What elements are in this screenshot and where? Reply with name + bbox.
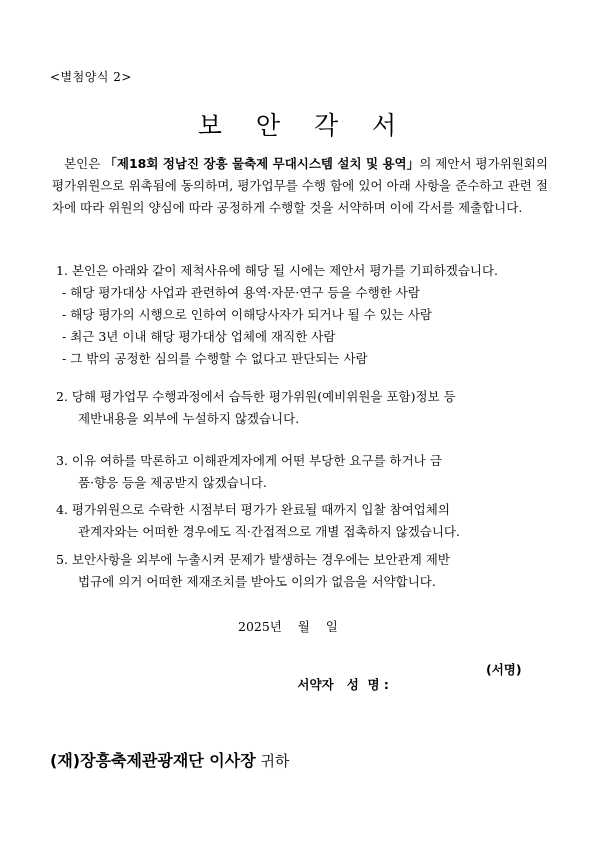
signer-name-label: 서약자 성 명 : (297, 677, 389, 692)
signature-mark: (서명) (486, 662, 522, 677)
disqualification-item: - 그 밖의 공정한 심의를 수행할 수 없다고 판단되는 사람 (62, 351, 368, 366)
pledge-item-4-line1: 4. 평가위원으로 수락한 시점부터 평가가 완료될 때까지 입찰 참여업체의 (56, 502, 450, 517)
pledge-item-5-line1: 5. 보안사항을 외부에 누출시켜 문제가 발생하는 경우에는 보안관계 제반 (56, 552, 450, 567)
addressee-honorific: 귀하 (255, 752, 290, 770)
intro-paragraph (52, 153, 548, 219)
pledge-item-2-line2: 제반내용을 외부에 누설하지 않겠습니다. (78, 411, 300, 426)
pledge-item-1 (56, 260, 546, 282)
pledge-item-3-line2: 품·향응 등을 제공받지 않겠습니다. (78, 475, 267, 490)
pledge-item-1-text: 1. 본인은 아래와 같이 제척사유에 해당 될 시에는 제안서 평가를 기피하겠습니다. (56, 263, 499, 278)
disqualification-item: - 해당 평가대상 사업과 관련하여 용역·자문·연구 등을 수행한 사람 (62, 285, 420, 300)
pledge-item-2 (56, 386, 546, 430)
project-name: 「제18회 정남진 장흥 물축제 무대시스템 설치 및 용역」 (104, 156, 420, 171)
intro-suffix: 의 제안서 평가위원회의 평가위원으로 위촉됨에 동의하며, 평가업무를 수행 함에 있어 아래 사항을 준수하고 관련 절차에 따라 위원의 양심에 따라 공정하게 수행할 것을 서약하며 이에 각서를 제출합니다. (52, 156, 549, 215)
pledge-item-3 (56, 450, 546, 494)
disqualification-list (62, 282, 546, 370)
pledge-item-2-line1: 2. 당해 평가업무 수행과정에서 습득한 평가위원(예비위원을 포함)정보 등 (56, 389, 456, 404)
attachment-label: <별첨양식 2> (50, 70, 132, 84)
disqualification-item: - 최근 3년 이내 해당 평가대상 업체에 재직한 사람 (62, 329, 336, 344)
pledge-item-4 (56, 499, 546, 543)
date-line: 2025년 월 일 (238, 619, 338, 634)
document-title: 보 안 각 서 (197, 111, 398, 140)
pledge-item-3-line1: 3. 이유 여하를 막론하고 이해관계자에게 어떤 부당한 요구를 하거나 금 (56, 453, 442, 468)
addressee-organization: (재)장흥축제관광재단 이사장 (50, 751, 256, 770)
addressee (50, 748, 289, 771)
signature-line (280, 660, 522, 723)
pledge-item-5-line2: 법규에 의거 어떠한 제재조치를 받아도 이의가 없음을 서약합니다. (78, 574, 436, 589)
intro-prefix: 본인은 (64, 156, 105, 171)
disqualification-item: - 해당 평가의 시행으로 인하여 이해당사자가 되거나 될 수 있는 사람 (62, 307, 432, 322)
pledge-item-5 (56, 549, 546, 593)
pledge-item-4-line2: 관계자와는 어떠한 경우에도 직·간접적으로 개별 접촉하지 않겠습니다. (78, 524, 460, 539)
